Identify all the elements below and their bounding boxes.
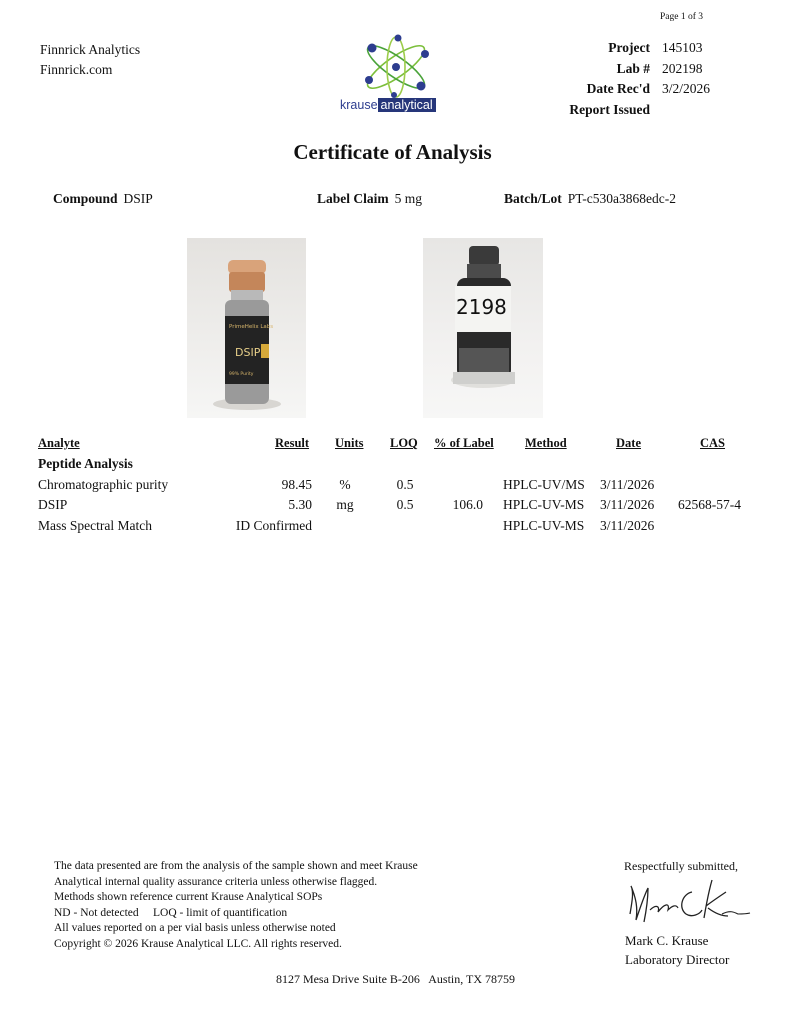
signer-name: Mark C. Krause — [625, 933, 709, 948]
row-date: 3/11/2026 — [600, 497, 655, 512]
project-label: Project — [608, 40, 650, 56]
issued-row — [540, 100, 710, 121]
col-cas: CAS — [700, 436, 726, 450]
row-units: % — [339, 477, 351, 492]
krause-analytical-logo — [336, 34, 454, 120]
closing-text: Respectfully submitted, — [624, 859, 738, 873]
lab-row — [540, 59, 710, 80]
page-indicator: Page 1 of 3 — [660, 12, 704, 22]
claim-value: 5 mg — [394, 191, 423, 206]
compound-label: Compound — [53, 191, 118, 206]
client-name: Finnrick Analytics — [40, 42, 141, 57]
disclaimer-line: All values reported on a per vial basis unless otherwise noted — [54, 922, 336, 935]
vial-photo-front — [187, 238, 306, 418]
client-block — [40, 40, 140, 80]
batch-value: PT-c530a3868edc-2 — [567, 191, 676, 206]
lab-value: 202198 — [662, 60, 703, 76]
row-result: ID Confirmed — [235, 518, 312, 533]
col-method: Method — [525, 436, 567, 450]
col-date: Date — [616, 436, 641, 450]
label-claim-field — [317, 191, 422, 207]
atom-icon — [336, 34, 454, 98]
received-row — [540, 79, 710, 100]
logo-wordmark — [340, 98, 436, 112]
vial-purity-text: 99% Purity — [229, 372, 254, 377]
row-loq: 0.5 — [396, 477, 414, 492]
disclaimer-line: ND - Not detected LOQ - limit of quantification — [54, 906, 288, 919]
compound-field — [53, 191, 153, 207]
row-loq: 0.5 — [396, 497, 414, 512]
disclaimer-line: Methods shown reference current Krause Analytical SOPs — [54, 891, 323, 904]
col-loq: LOQ — [390, 436, 418, 450]
disclaimer-line: Copyright © 2026 Krause Analytical LLC. All rights reserved. — [54, 937, 342, 950]
lab-label: Lab # — [616, 60, 650, 76]
col-units: Units — [335, 436, 364, 450]
row-analyte: DSIP — [38, 497, 68, 512]
col-result: Result — [275, 436, 310, 450]
col-analyte: Analyte — [38, 436, 80, 450]
row-analyte: Chromatographic purity — [38, 477, 169, 492]
signer-block — [625, 932, 729, 969]
col-pct-label: % of Label — [434, 436, 494, 450]
received-label: Date Rec'd — [586, 81, 650, 97]
row-method: HPLC-UV-MS — [503, 518, 585, 533]
logo-word: krause — [340, 98, 378, 112]
client-website: Finnrick.com — [40, 62, 113, 77]
project-row — [540, 38, 710, 59]
vial-brand-text: PrimeHelix Labs — [229, 324, 274, 330]
vial-front-label: DSIP — [235, 346, 261, 359]
vial-back-label: 2198 — [456, 295, 507, 319]
row-date: 3/11/2026 — [600, 518, 655, 533]
disclaimer-line: Analytical internal quality assurance criteria unless otherwise flagged. — [54, 875, 378, 888]
row-date: 3/11/2026 — [600, 477, 655, 492]
claim-label: Label Claim — [317, 191, 389, 206]
disclaimer-block — [54, 859, 418, 953]
row-method: HPLC-UV-MS — [503, 497, 585, 512]
row-result: 5.30 — [288, 497, 312, 512]
received-value: 3/2/2026 — [662, 81, 711, 97]
signer-role: Laboratory Director — [625, 951, 730, 967]
issued-label: Report Issued — [569, 101, 650, 117]
row-analyte: Mass Spectral Match — [38, 518, 152, 533]
section-title: Peptide Analysis — [38, 456, 133, 471]
compound-value: DSIP — [123, 191, 153, 206]
logo-tag: analytical — [378, 98, 436, 112]
project-info — [540, 38, 710, 120]
page-title: Certificate of Analysis — [293, 140, 492, 164]
project-value: 145103 — [662, 40, 703, 56]
disclaimer-line: The data presented are from the analysis of the sample shown and meet Krause — [54, 860, 418, 872]
row-units: mg — [336, 497, 354, 512]
vial-photo-back — [423, 238, 543, 418]
batch-field — [504, 191, 676, 207]
row-cas: 62568-57-4 — [678, 497, 741, 512]
row-pct-label: 106.0 — [452, 497, 483, 512]
row-method: HPLC-UV/MS — [503, 477, 585, 492]
handwritten-signature — [622, 874, 752, 935]
batch-label: Batch/Lot — [504, 191, 562, 206]
footer-address: 8127 Mesa Drive Suite B-206 Austin, TX 78759 — [275, 972, 516, 986]
row-result: 98.45 — [281, 477, 312, 492]
